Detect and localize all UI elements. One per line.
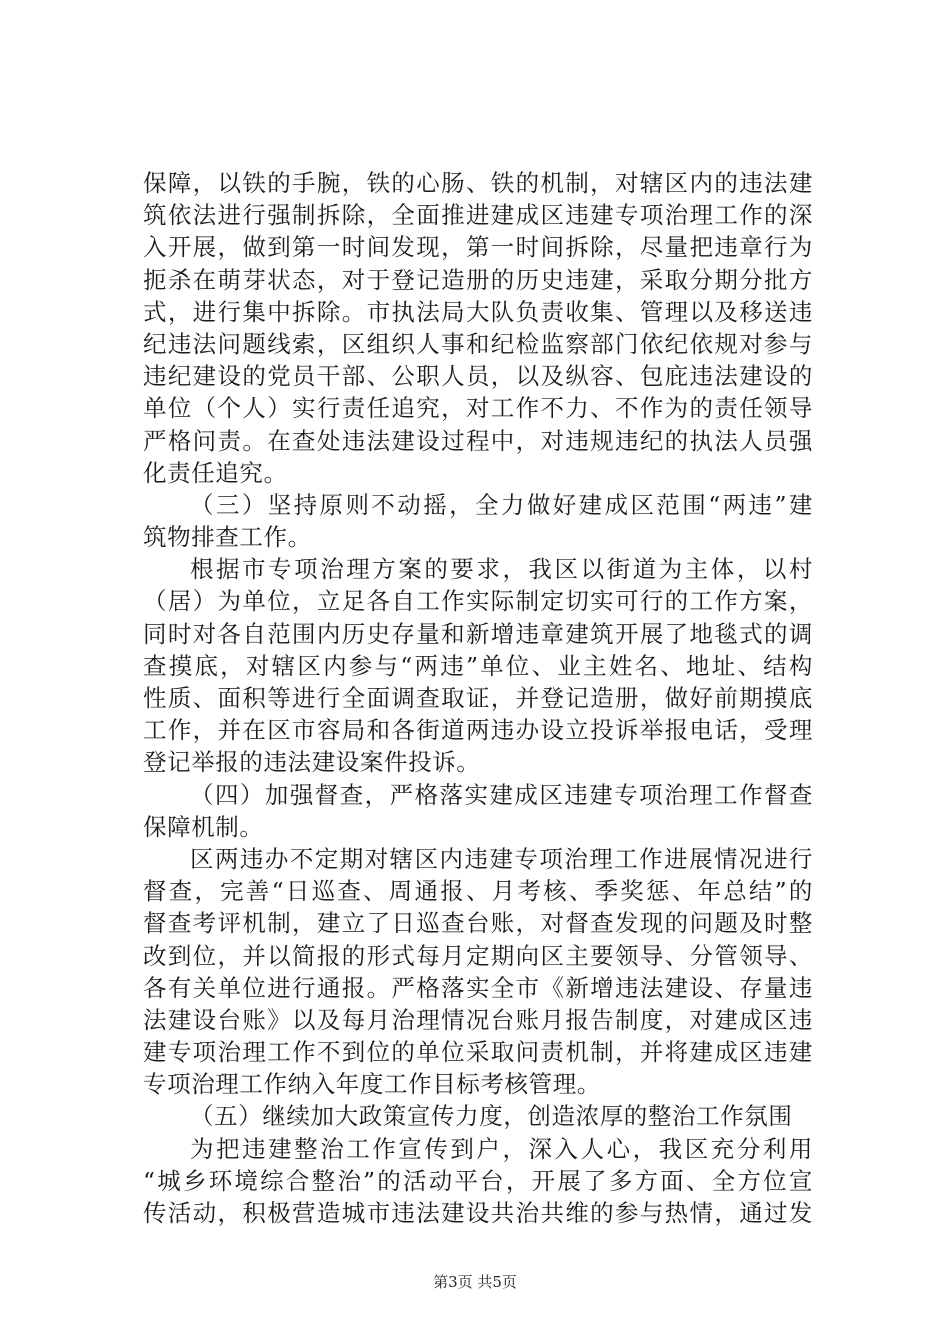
text-line: 性质、面积等进行全面调查取证，并登记造册，做好前期摸底 — [143, 684, 813, 712]
text-line: 各有关单位进行通报。严格落实全市《新增违法建设、存量违 — [143, 973, 813, 1002]
text-line: 违纪建设的党员干部、公职人员，以及纵容、包庇违法建设的 — [143, 362, 813, 391]
text-line: 督查，完善“日巡查、周通报、月考核、季奖惩、年总结”的 — [143, 877, 813, 906]
text-line: 改到位，并以简报的形式每月定期向区主要领导、分管领导、 — [143, 941, 813, 970]
text-line: 区两违办不定期对辖区内违建专项治理工作进展情况进行 — [190, 844, 813, 873]
text-line: 严格问责。在查处违法建设过程中，对违规违纪的执法人员强 — [143, 426, 813, 455]
text-line: 筑依法进行强制拆除，全面推进建成区违建专项治理工作的深 — [143, 201, 813, 230]
text-line: 入开展，做到第一时间发现，第一时间拆除，尽量把违章行为 — [143, 233, 813, 262]
text-line: 查摸底，对辖区内参与“两违”单位、业主姓名、地址、结构 — [143, 651, 813, 680]
text-line: 工作，并在区市容局和各街道两违办设立投诉举报电话，受理 — [143, 716, 813, 745]
text-line: 登记举报的违法建设案件投诉。 — [143, 748, 481, 777]
text-line: “城乡环境综合整治”的活动平台，开展了多方面、全方位宣 — [143, 1166, 813, 1195]
text-line: 式，进行集中拆除。市执法局大队负责收集、管理以及移送违 — [143, 297, 813, 326]
text-line: 专项治理工作纳入年度工作目标考核管理。 — [143, 1070, 601, 1099]
text-line: 建专项治理工作不到位的单位采取问责机制，并将建成区违建 — [143, 1038, 813, 1067]
page-footer: 第3页 共5页 — [433, 1273, 517, 1291]
text-line: 督查考评机制，建立了日巡查台账，对督查发现的问题及时整 — [143, 909, 813, 938]
text-line: 单位（个人）实行责任追究，对工作不力、不作为的责任领导 — [143, 394, 813, 423]
text-line: （三）坚持原则不动摇，全力做好建成区范围“两违”建 — [190, 490, 813, 519]
text-line: 纪违法问题线索，区组织人事和纪检监察部门依纪依规对参与 — [143, 329, 813, 358]
text-line: 传活动，积极营造城市违法建设共治共维的参与热情，通过发 — [143, 1199, 813, 1227]
text-line: （五）继续加大政策宣传力度，创造浓厚的整治工作氛围 — [190, 1102, 793, 1131]
text-line: 扼杀在萌芽状态，对于登记造册的历史违建，采取分期分批方 — [143, 265, 813, 294]
text-line: 化责任追究。 — [143, 458, 288, 487]
text-line: （居）为单位，立足各自工作实际制定切实可行的工作方案， — [143, 587, 813, 616]
text-line: 筑物排查工作。 — [143, 523, 312, 552]
text-line: （四）加强督查，严格落实建成区违建专项治理工作督查 — [190, 780, 813, 809]
text-line: 根据市专项治理方案的要求，我区以街道为主体，以村 — [190, 555, 813, 584]
text-line: 法建设台账》以及每月治理情况台账月报告制度，对建成区违 — [143, 1005, 813, 1034]
document-body — [143, 167, 813, 1229]
text-line: 为把违建整治工作宣传到户，深入人心，我区充分利用 — [190, 1134, 813, 1163]
text-line: 保障机制。 — [143, 812, 264, 841]
text-line: 保障，以铁的手腕，铁的心肠、铁的机制，对辖区内的违法建 — [143, 169, 813, 197]
text-line: 同时对各自范围内历史存量和新增违章建筑开展了地毯式的调 — [143, 619, 813, 648]
